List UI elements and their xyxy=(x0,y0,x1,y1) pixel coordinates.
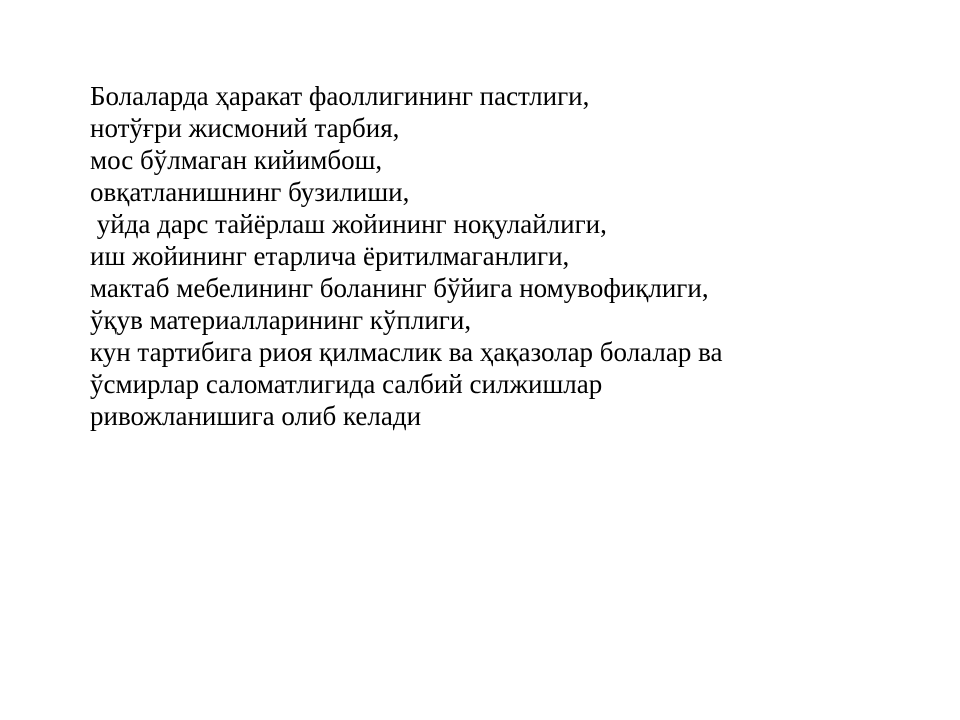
text-line: Болаларда ҳаракат фаоллигининг пастлиги, xyxy=(90,81,590,111)
text-line: кун тартибига риоя қилмаслик ва ҳақазолар болалар ва xyxy=(90,337,723,367)
text-line: иш жойининг етарлича ёритилмаганлиги, xyxy=(90,241,570,271)
text-line: мос бўлмаган кийимбош, xyxy=(90,145,383,175)
slide-text-block xyxy=(90,80,910,432)
text-line: уйда дарс тайёрлаш жойининг ноқулайлиги, xyxy=(90,209,607,239)
text-line: овқатланишнинг бузилиши, xyxy=(90,177,410,207)
text-line: ривожланишига олиб келади xyxy=(90,401,422,431)
text-line: ўқув материалларининг кўплиги, xyxy=(90,305,472,335)
text-line: ўсмирлар саломатлигида салбий силжишлар xyxy=(90,369,603,399)
text-line: мактаб мебелининг боланинг бўйига номувофиқлиги, xyxy=(90,273,709,303)
text-line: нотўғри жисмоний тарбия, xyxy=(90,113,400,143)
